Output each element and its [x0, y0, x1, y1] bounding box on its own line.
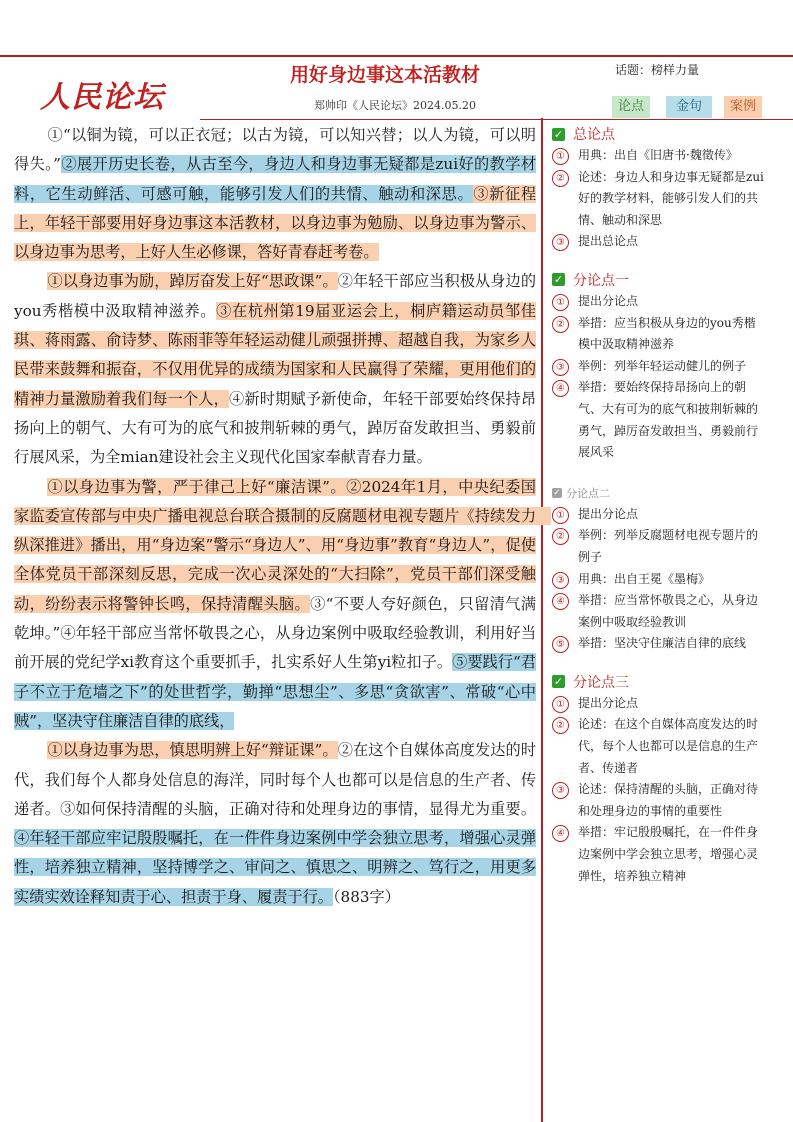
outline-item — [552, 291, 766, 313]
outline-sidebar — [552, 123, 766, 887]
item-number: ③ — [552, 782, 569, 799]
checkbox-checked-icon: ✓ — [553, 675, 564, 689]
tag-argument: 论点 — [612, 96, 650, 118]
outline-item — [552, 145, 766, 167]
item-text: 用典：出自王冕《墨梅》 — [578, 571, 711, 586]
section-title: 总论点 — [573, 127, 615, 143]
item-number: ③ — [552, 359, 569, 376]
article-body — [14, 121, 552, 912]
item-text: 举措：要始终保持昂扬向上的朝气、大有可为的底气和披荆斩棘的勇气，踔厉奋发敢担当、勇毅前行展风采 — [578, 380, 759, 460]
sentence-highlight-argument: ②展开历史长卷，从古至今，身边人和身边事无疑都是zui好的教学材料，它生动鲜活、可感可触，能够引发人们的共情、触动和深思。 — [14, 155, 537, 203]
outline-item — [552, 569, 766, 591]
item-text: 举措：坚决守住廉洁自律的底线 — [578, 636, 747, 651]
outline-item — [552, 693, 766, 715]
item-text: 论述：身边人和身边事无疑都是zui好的教学材料，能够引发人们的共情、触动和深思 — [578, 169, 764, 227]
header-top-rule — [0, 55, 793, 57]
outline-item — [552, 525, 766, 568]
sentence-highlight-case: ①以身边事为思，慎思明辨上好“辩证课”。 — [47, 741, 338, 760]
item-number: ② — [552, 170, 569, 187]
sentence: ④年轻干部应当常怀敬畏之心，从身边案例中吸取经验教训，利用好当前开展的党纪学xi教育这个重要抓手，扎实系好人生第yi粒扣子。 — [14, 624, 537, 672]
section-title: 分论点三 — [573, 674, 629, 691]
item-number: ② — [552, 528, 569, 545]
paragraph-point-1 — [14, 267, 536, 472]
checkbox-checked-icon: ✓ — [553, 127, 564, 141]
item-text: 提出总论点 — [578, 234, 639, 249]
outline-item — [552, 504, 766, 526]
section-heading — [552, 671, 766, 693]
outline-item — [552, 356, 766, 378]
outline-item — [552, 590, 766, 633]
item-number: ① — [552, 148, 569, 165]
sentence-highlight-case: ①以身边事为励，踔厉奋发上好“思政课”。 — [47, 272, 338, 291]
sentence-highlight-case: ③在杭州第19届亚运会上，桐庐籍运动员邹佳琪、蒋雨露、俞诗梦、陈雨菲等年轻运动健儿顽强拼搏、超越自我，为家乡人民带来鼓舞和振奋，不仅用优异的成绩为国家和人民赢得了荣耀，更用他们的精神力量激励着我们每一个人， — [14, 301, 536, 408]
outline-section-main — [552, 123, 766, 253]
paragraph-intro — [14, 121, 536, 267]
sentence: ③如何保持清醒的头脑，正确对待和处理身边的事情，显得尤为重要。 — [60, 799, 537, 818]
item-number: ③ — [552, 572, 569, 589]
outline-item — [552, 377, 766, 463]
item-text: 举措：应当常怀敬畏之心，从身边案例中吸取经验教训 — [578, 593, 759, 629]
section-title: 分论点二 — [566, 486, 610, 500]
item-number: ② — [552, 316, 569, 333]
section-title: 分论点一 — [573, 272, 629, 289]
sentence-highlight-case: ③新征程上，年轻干部要用好身边事这本活教材，以身边事为勉励、以身边事为警示、以身边事为思考，上好人生必修课，答好青春赶考卷。 — [14, 184, 537, 262]
outline-item — [552, 714, 766, 779]
checkbox-checked-icon: ✓ — [553, 273, 564, 287]
word-count: （883字） — [332, 887, 400, 906]
checkbox-checked-icon: ✓ — [553, 487, 561, 498]
item-number: ① — [552, 294, 569, 311]
item-number: ⑤ — [552, 636, 569, 653]
paragraph-point-2 — [14, 473, 552, 737]
item-text: 举例：列举反腐题材电视专题片的例子 — [578, 528, 759, 564]
item-text: 举措：应当积极从身边的you秀楷模中汲取精神滋养 — [578, 315, 756, 352]
topic-label: 话题：榜样力量 — [615, 63, 700, 77]
item-number: ① — [552, 696, 569, 713]
outline-item — [552, 231, 766, 253]
item-number: ④ — [552, 825, 569, 842]
header-bottom-rule — [200, 119, 793, 120]
outline-item — [552, 822, 766, 887]
sentence-highlight-argument: ④年轻干部应牢记殷殷嘱托，在一件件身边案例中学会独立思考，增强心灵弹性，培养独立精神，坚持博学之、审问之、慎思之、明辨之、笃行之，用更多实绩实效诠释知责于心、担责于身、履责于行。 — [14, 829, 536, 906]
sentence-highlight-case: ②2024年1月，中央纪委国家监委宣传部与中央广播电视总台联合摄制的反腐题材电视专题片《持续发力 纵深推进》播出，用“身边案”警示“身边人”、用“身边事”教育“身边人”，促使全体党员干部深刻反思，完成一次心灵深处的“大扫除”，党员干部们深受触动，纷纷表示将警钟长鸣，保持清醒头脑。 — [14, 477, 552, 613]
publication-logo: 人民论坛 — [40, 80, 164, 115]
tag-case: 案例 — [724, 96, 762, 118]
sentence-highlight-argument: ⑤要践行“君子不立于危墙之下”的处世哲学，勤掸“思想尘”、多思“贪欲害”、常破“心中贼”，坚决守住廉洁自律的底线， — [14, 653, 536, 730]
paragraph-point-3 — [14, 736, 536, 912]
item-text: 举例：列举年轻运动健儿的例子 — [578, 358, 747, 373]
item-number: ④ — [552, 380, 569, 397]
sentence: ②在这个自媒体高度发达的时代，我们每个人都身处信息的海洋，同时每个人也都可以是信息的生产者、传递者。 — [14, 741, 537, 818]
outline-section-point-3 — [552, 671, 766, 887]
outline-section-point-1 — [552, 269, 766, 464]
item-number: ① — [552, 507, 569, 524]
item-text: 论述：保持清醒的头脑，正确对待和处理身边的事情的重要性 — [578, 782, 759, 818]
sentence: ②年轻干部应当积极从身边的you秀楷模中汲取精神滋养。 — [14, 272, 537, 320]
outline-section-point-2 — [552, 482, 766, 655]
sentence: ①“以铜为镜，可以正衣冠；以古为镜，可以知兴替；以人为镜，可以明得失。” — [14, 126, 536, 174]
section-heading — [552, 482, 766, 504]
item-text: 提出分论点 — [578, 293, 639, 308]
item-text: 论述：在这个自媒体高度发达的时代，每个人也都可以是信息的生产者、传递者 — [578, 717, 759, 775]
section-heading — [552, 123, 766, 145]
item-number: ④ — [552, 593, 569, 610]
sentence: ③“不要人夸好颜色，只留清气满乾坤。” — [14, 594, 537, 643]
item-text: 提出分论点 — [578, 506, 639, 521]
sentence: ④新时期赋予新使命，年轻干部要始终保持昂扬向上的朝气、大有可为的底气和披荆斩棘的勇气，踔厉奋发敢担当、勇毅前行展风采，为全mian建设社会主义现代化国家奉献青春力量。 — [14, 389, 537, 467]
tag-quote: 金句 — [666, 96, 712, 118]
byline: 郑帅印《人民论坛》2024.05.20 — [314, 99, 476, 112]
outline-item — [552, 779, 766, 822]
item-text: 提出分论点 — [578, 695, 639, 710]
item-text: 举措：牢记殷殷嘱托，在一件件身边案例中学会独立思考，增强心灵弹性，培养独立精神 — [578, 825, 759, 883]
sentence-highlight-case: ①以身边事为警，严于律己上好“廉洁课”。 — [47, 477, 347, 496]
outline-item — [552, 313, 766, 356]
column-divider — [541, 118, 543, 1122]
outline-item — [552, 167, 766, 232]
page-title: 用好身边事这本活教材 — [289, 64, 480, 86]
outline-item — [552, 633, 766, 655]
section-heading — [552, 269, 766, 291]
item-number: ② — [552, 717, 569, 734]
item-number: ③ — [552, 234, 569, 251]
item-text: 用典：出自《旧唐书·魏徵传》 — [578, 148, 738, 162]
